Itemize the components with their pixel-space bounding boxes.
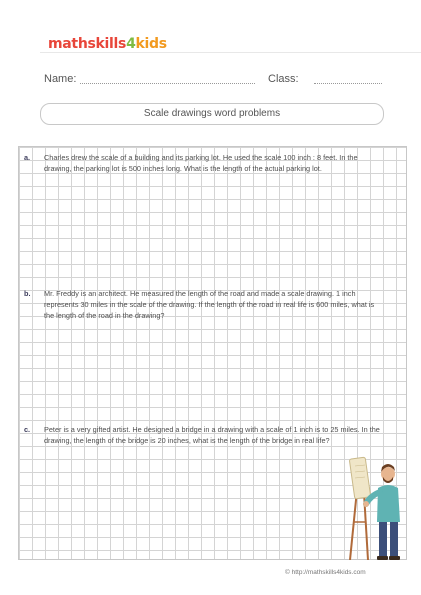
artist-with-easel-illustration [344,452,408,560]
logo-text-part3: kids [135,36,167,52]
site-logo [48,36,167,52]
logo-text-part1: mathskills [48,36,127,52]
problem-letter: b. [24,289,31,298]
problem-a [24,152,386,174]
logo-text-part2: 4 [126,36,136,52]
class-label: Class: [268,73,299,85]
problem-text: Charles drew the scale of a building and its parking lot. He used the scale 100 inch : 8 feet. In the drawing, the parking lot is 500 inches long. What is the length of the actual parking lot. [44,153,358,173]
footer-copyright: © http://mathskills4kids.com [285,569,366,576]
problem-letter: c. [24,425,31,434]
problem-text: Peter is a very gifted artist. He designed a bridge in a drawing with a scale of 1 inch is to 25 miles. In the drawing, the length of the bridge is 20 inches, what is the length of the bridge in real life? [44,425,380,445]
problem-b [24,288,386,321]
problem-letter: a. [24,153,31,162]
header-divider [40,52,421,53]
problem-c [24,424,386,446]
worksheet-title: Scale drawings word problems [40,103,384,125]
name-label: Name: [44,73,77,85]
name-field[interactable] [80,83,255,84]
class-field[interactable] [314,83,382,84]
problem-text: Mr. Freddy is an architect. He measured the length of the road and made a scale drawing. 1 inch represents 30 miles in the scale of the drawing. If the length of the road in real life is 600 miles, what is the length of the road in the drawing? [44,289,375,320]
